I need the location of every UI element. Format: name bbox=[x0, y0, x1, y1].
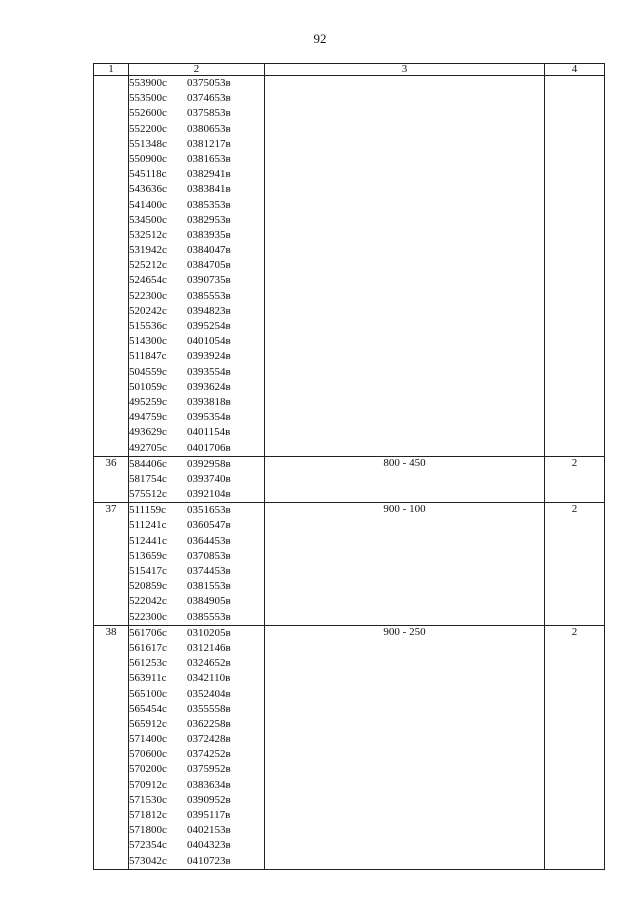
coordinate-pair bbox=[129, 106, 264, 121]
coordinate-pair bbox=[129, 487, 264, 502]
coordinate-pair bbox=[129, 823, 264, 838]
longitude: 0360547в bbox=[187, 519, 231, 532]
latitude: 501059с bbox=[129, 380, 167, 393]
coordinate-pair bbox=[129, 91, 264, 106]
coordinate-pair bbox=[129, 717, 264, 732]
latitude: 575512с bbox=[129, 488, 167, 501]
longitude: 0390735в bbox=[187, 274, 231, 287]
category-value: 2 bbox=[545, 503, 605, 626]
longitude: 0380653в bbox=[187, 122, 231, 135]
distance-range bbox=[265, 76, 545, 457]
coordinate-pair bbox=[129, 549, 264, 564]
coordinate-pair bbox=[129, 808, 264, 823]
coordinate-pair bbox=[129, 122, 264, 137]
coordinate-pair bbox=[129, 656, 264, 671]
coordinate-pair bbox=[129, 457, 264, 472]
longitude: 0385553в bbox=[187, 610, 231, 623]
coordinate-pair bbox=[129, 425, 264, 440]
coordinate-pair bbox=[129, 732, 264, 747]
table-row bbox=[94, 456, 605, 503]
latitude: 571530с bbox=[129, 793, 167, 806]
coordinate-pair bbox=[129, 198, 264, 213]
longitude: 0381217в bbox=[187, 137, 231, 150]
longitude: 0393818в bbox=[187, 395, 231, 408]
coordinate-pair bbox=[129, 838, 264, 853]
latitude: 520859с bbox=[129, 580, 167, 593]
longitude: 0410723в bbox=[187, 854, 231, 867]
longitude: 0383841в bbox=[187, 183, 231, 196]
longitude: 0351653в bbox=[187, 504, 231, 517]
longitude: 0393624в bbox=[187, 380, 231, 393]
coordinate-pair bbox=[129, 594, 264, 609]
coordinate-pair bbox=[129, 182, 264, 197]
coordinate-pair bbox=[129, 854, 264, 869]
coordinate-pair bbox=[129, 441, 264, 456]
coordinate-pair bbox=[129, 289, 264, 304]
table-row bbox=[94, 625, 605, 869]
longitude: 0382953в bbox=[187, 213, 231, 226]
longitude: 0370853в bbox=[187, 549, 231, 562]
latitude: 553500с bbox=[129, 92, 167, 105]
category-value: 2 bbox=[545, 625, 605, 869]
longitude: 0395117в bbox=[187, 809, 231, 821]
longitude: 0395354в bbox=[187, 411, 231, 424]
page-number: 92 bbox=[313, 31, 327, 46]
latitude: 571400с bbox=[129, 733, 167, 746]
longitude: 0355558в bbox=[187, 702, 231, 715]
longitude: 0384705в bbox=[187, 259, 231, 272]
row-number: 36 bbox=[94, 456, 129, 503]
latitude: 565454с bbox=[129, 702, 167, 715]
category-value: 2 bbox=[545, 456, 605, 503]
latitude: 572354с bbox=[129, 839, 167, 852]
coordinate-pair bbox=[129, 472, 264, 487]
coordinate-pair bbox=[129, 610, 264, 625]
longitude: 0401054в bbox=[187, 335, 231, 348]
coordinate-pair bbox=[129, 365, 264, 380]
latitude: 513659с bbox=[129, 549, 167, 562]
longitude: 0395254в bbox=[187, 320, 231, 332]
coordinate-pair bbox=[129, 304, 264, 319]
header-col-2: 2 bbox=[129, 64, 265, 76]
latitude: 563911с bbox=[129, 672, 167, 685]
coordinate-pair bbox=[129, 579, 264, 594]
latitude: 541400с bbox=[129, 198, 167, 211]
header-col-4: 4 bbox=[545, 64, 605, 76]
longitude: 0374252в bbox=[187, 748, 231, 761]
coordinate-pair bbox=[129, 687, 264, 702]
header-col-3: 3 bbox=[265, 64, 545, 76]
longitude: 0393924в bbox=[187, 350, 231, 363]
coordinates-cell bbox=[129, 76, 265, 457]
coordinate-pair bbox=[129, 334, 264, 349]
latitude: 512441с bbox=[129, 534, 167, 547]
coordinate-pair bbox=[129, 76, 264, 91]
row-number bbox=[94, 76, 129, 457]
coordinate-pair bbox=[129, 349, 264, 364]
coordinate-pair bbox=[129, 626, 264, 641]
coordinate-pair bbox=[129, 258, 264, 273]
row-number: 38 bbox=[94, 625, 129, 869]
longitude: 0375053в bbox=[187, 77, 231, 89]
longitude: 0393554в bbox=[187, 365, 231, 378]
latitude: 565100с bbox=[129, 687, 167, 700]
longitude: 0404323в bbox=[187, 839, 231, 852]
table-row bbox=[94, 76, 605, 457]
coordinate-pair bbox=[129, 410, 264, 425]
coordinate-pair bbox=[129, 762, 264, 777]
longitude: 0372428в bbox=[187, 733, 231, 746]
coordinate-pair bbox=[129, 152, 264, 167]
latitude: 492705с bbox=[129, 441, 167, 454]
coordinate-pair bbox=[129, 793, 264, 808]
longitude: 0385553в bbox=[187, 289, 231, 302]
latitude: 561617с bbox=[129, 641, 167, 654]
coordinates-cell bbox=[129, 625, 265, 869]
latitude: 522300с bbox=[129, 610, 167, 623]
latitude: 511847с bbox=[129, 350, 167, 363]
latitude: 551348с bbox=[129, 137, 167, 150]
coordinates-table bbox=[93, 63, 605, 870]
coordinate-pair bbox=[129, 747, 264, 762]
latitude: 514300с bbox=[129, 335, 167, 348]
coordinate-pair bbox=[129, 702, 264, 717]
latitude: 570200с bbox=[129, 763, 167, 776]
longitude: 0381653в bbox=[187, 152, 231, 165]
latitude: 524654с bbox=[129, 274, 167, 287]
longitude: 0393740в bbox=[187, 472, 231, 485]
latitude: 550900с bbox=[129, 152, 167, 165]
latitude: 511159с bbox=[129, 504, 167, 517]
latitude: 581754с bbox=[129, 472, 167, 485]
coordinate-pair bbox=[129, 243, 264, 258]
longitude: 0362258в bbox=[187, 717, 231, 730]
coordinate-pair bbox=[129, 395, 264, 410]
distance-range: 900 - 100 bbox=[265, 503, 545, 626]
header-col-1: 1 bbox=[94, 64, 129, 76]
coordinate-pair bbox=[129, 273, 264, 288]
longitude: 0383634в bbox=[187, 778, 231, 791]
longitude: 0342110в bbox=[187, 672, 231, 685]
longitude: 0312146в bbox=[187, 641, 231, 654]
coordinate-pair bbox=[129, 564, 264, 579]
table-body bbox=[94, 76, 605, 870]
latitude: 534500с bbox=[129, 213, 167, 226]
longitude: 0394823в bbox=[187, 304, 231, 317]
latitude: 515417с bbox=[129, 565, 167, 577]
latitude: 525212с bbox=[129, 259, 167, 272]
latitude: 552200с bbox=[129, 122, 167, 135]
latitude: 520242с bbox=[129, 304, 167, 317]
latitude: 504559с bbox=[129, 365, 167, 378]
latitude: 571812с bbox=[129, 809, 167, 821]
latitude: 522042с bbox=[129, 595, 167, 608]
latitude: 570912с bbox=[129, 778, 167, 791]
longitude: 0374453в bbox=[187, 565, 231, 577]
latitude: 573042с bbox=[129, 854, 167, 867]
coordinate-pair bbox=[129, 778, 264, 793]
longitude: 0392104в bbox=[187, 488, 231, 501]
distance-range: 800 - 450 bbox=[265, 456, 545, 503]
latitude: 522300с bbox=[129, 289, 167, 302]
coordinate-pair bbox=[129, 534, 264, 549]
latitude: 494759с bbox=[129, 411, 167, 424]
coordinate-pair bbox=[129, 319, 264, 334]
latitude: 570600с bbox=[129, 748, 167, 761]
distance-range: 900 - 250 bbox=[265, 625, 545, 869]
coordinate-pair bbox=[129, 518, 264, 533]
coordinates-cell bbox=[129, 456, 265, 503]
longitude: 0384047в bbox=[187, 244, 231, 257]
longitude: 0392958в bbox=[187, 457, 231, 470]
latitude: 565912с bbox=[129, 717, 167, 730]
latitude: 515536с bbox=[129, 320, 167, 332]
header-row bbox=[94, 64, 605, 76]
table-row bbox=[94, 503, 605, 626]
longitude: 0310205в bbox=[187, 626, 231, 639]
longitude: 0364453в bbox=[187, 534, 231, 547]
longitude: 0381553в bbox=[187, 580, 231, 593]
coordinates-cell bbox=[129, 503, 265, 626]
latitude: 543636с bbox=[129, 183, 167, 196]
longitude: 0401154в bbox=[187, 426, 231, 439]
latitude: 511241с bbox=[129, 519, 167, 532]
latitude: 493629с bbox=[129, 426, 167, 439]
latitude: 571800с bbox=[129, 824, 167, 837]
longitude: 0352404в bbox=[187, 687, 231, 700]
category-value bbox=[545, 76, 605, 457]
longitude: 0385353в bbox=[187, 198, 231, 211]
coordinate-pair bbox=[129, 641, 264, 656]
coordinate-pair bbox=[129, 380, 264, 395]
coordinate-pair bbox=[129, 213, 264, 228]
longitude: 0375952в bbox=[187, 763, 231, 776]
longitude: 0374653в bbox=[187, 92, 231, 105]
row-number: 37 bbox=[94, 503, 129, 626]
longitude: 0375853в bbox=[187, 107, 231, 120]
longitude: 0384905в bbox=[187, 595, 231, 608]
latitude: 561253с bbox=[129, 657, 167, 670]
coordinate-pair bbox=[129, 228, 264, 243]
latitude: 552600с bbox=[129, 107, 167, 120]
latitude: 545118с bbox=[129, 168, 167, 181]
longitude: 0324652в bbox=[187, 657, 231, 670]
latitude: 553900с bbox=[129, 77, 167, 89]
coordinate-pair bbox=[129, 503, 264, 518]
latitude: 495259с bbox=[129, 395, 167, 408]
longitude: 0382941в bbox=[187, 168, 231, 181]
longitude: 0390952в bbox=[187, 793, 231, 806]
coordinate-pair bbox=[129, 137, 264, 152]
longitude: 0383935в bbox=[187, 228, 231, 241]
latitude: 532512с bbox=[129, 228, 167, 241]
coordinate-pair bbox=[129, 671, 264, 686]
longitude: 0402153в bbox=[187, 824, 231, 837]
latitude: 584406с bbox=[129, 457, 167, 470]
latitude: 531942с bbox=[129, 244, 167, 257]
coordinate-pair bbox=[129, 167, 264, 182]
latitude: 561706с bbox=[129, 626, 167, 639]
longitude: 0401706в bbox=[187, 441, 231, 454]
